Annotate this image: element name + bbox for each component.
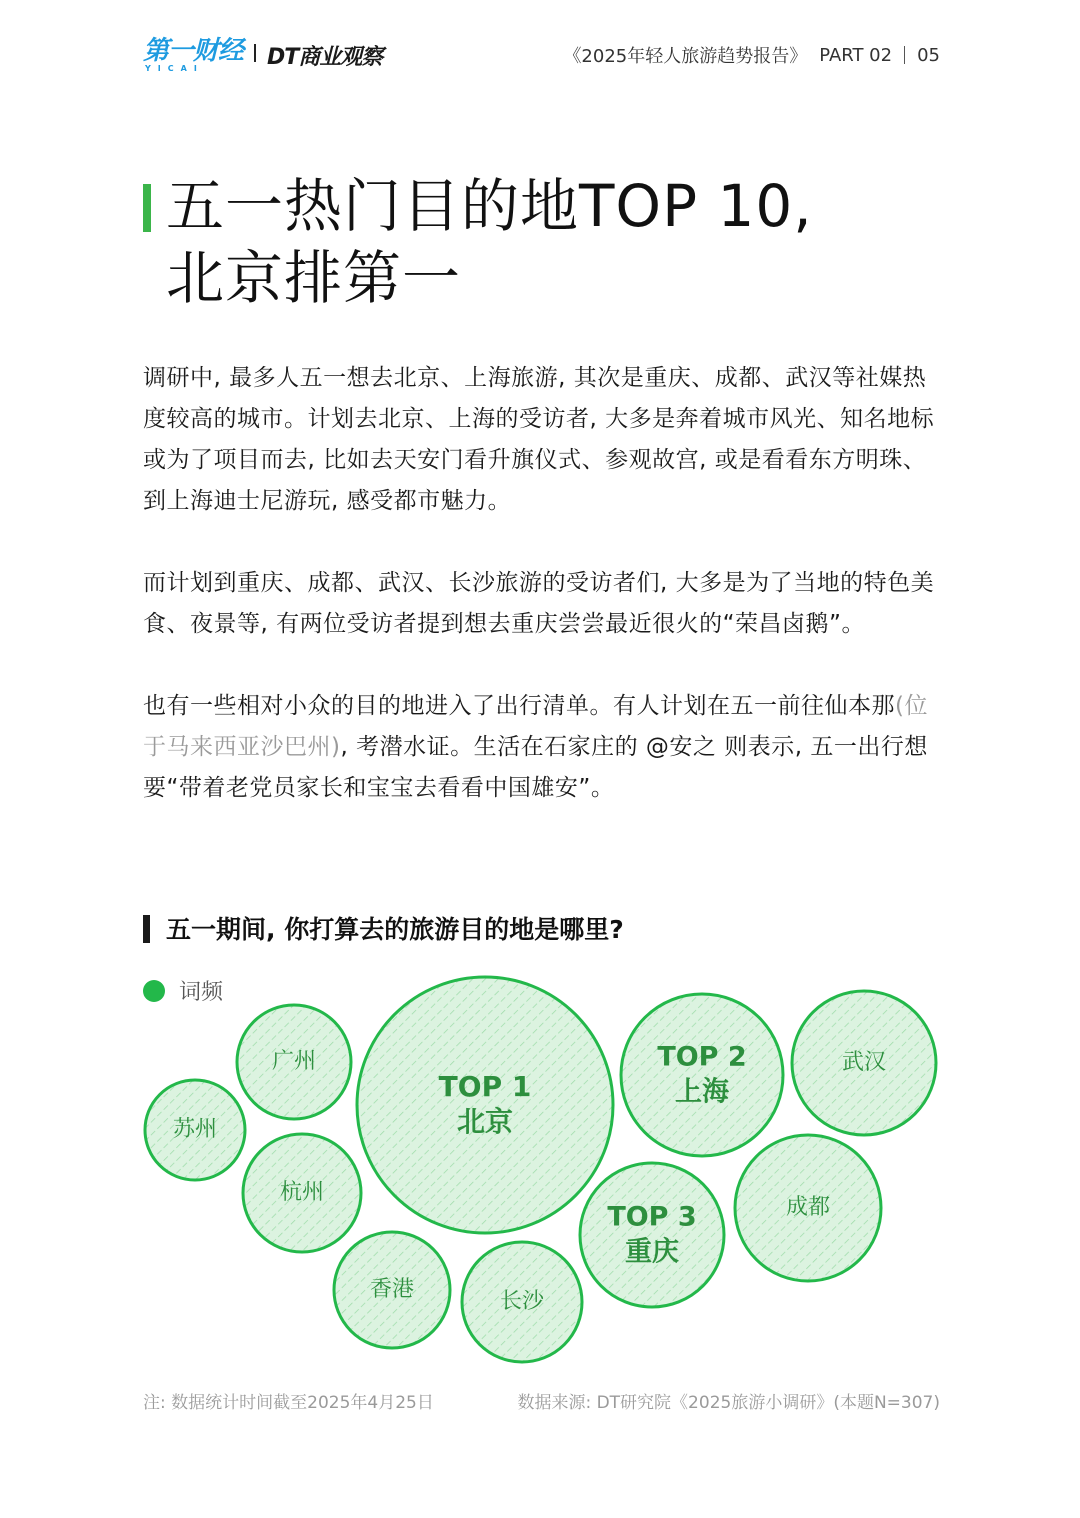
bubble-city-label: 武汉 — [841, 1050, 887, 1075]
paragraph-3-after: , 考潜水证。生活在石家庄的 @安之 则表示, 五一出行想要“带着老党员家长和宝宝去看看中国雄安”。 — [143, 734, 928, 801]
bubble-city-label: 长沙 — [499, 1289, 545, 1314]
paragraph-1: 调研中, 最多人五一想去北京、上海旅游, 其次是重庆、成都、武汉等社媒热度较高的城市。计划去北京、上海的受访者, 大多是奔着城市风光、知名地标或为了项目而去, 比如去天安门看升旗仪式、参观故宫, 或是看看东方明珠、到上海迪士尼游玩, 感受都市魅力。 — [143, 365, 935, 514]
bubble-city-label: 香港 — [369, 1277, 415, 1302]
yicai-logo-text: 第一财经 — [143, 36, 244, 66]
legend-label: 词频 — [179, 980, 224, 1005]
paragraph-2: 而计划到重庆、成都、武汉、长沙旅游的受访者们, 大多是为了当地的特色美食、夜景等, 有两位受访者提到想去重庆尝尝最近很火的“荣昌卤鹅”。 — [143, 570, 935, 637]
paragraph-3-before: 也有一些相对小众的目的地进入了出行清单。有人计划在五一前往仙本那 — [143, 693, 895, 719]
bubble-city-label: 苏州 — [172, 1117, 218, 1142]
footnote: 注: 数据统计时间截至2025年4月25日 — [143, 1393, 434, 1413]
bubble-9 — [334, 1232, 450, 1348]
bubble-4 — [792, 991, 936, 1135]
paragraph-3-aside: (位于马来西亚沙巴州) — [143, 693, 928, 760]
bubble-6 — [237, 1005, 351, 1119]
chart-title: 五一期间, 你打算去的旅游目的地是哪里? — [166, 915, 624, 944]
yicai-logo-en: YICAI — [145, 64, 204, 73]
bubble-city-label: 杭州 — [279, 1180, 325, 1205]
page-title-line1: 五一热门目的地TOP 10, — [166, 172, 813, 240]
bubble-rank-label: TOP 1 — [438, 1070, 532, 1103]
bubble-city-label: 北京 — [456, 1105, 514, 1138]
bubble-city-label: 广州 — [271, 1049, 317, 1074]
bubble-1 — [357, 977, 613, 1233]
bubble-circle — [621, 994, 783, 1156]
dt-logo: DT商业观察 — [267, 45, 383, 70]
part-label: PART 02 — [819, 44, 893, 66]
bubble-rank-label: TOP 3 — [607, 1201, 697, 1233]
bubble-rank-label: TOP 2 — [657, 1041, 747, 1073]
data-source: 数据来源: DT研究院《2025旅游小调研》(本题N=307) — [517, 1393, 940, 1413]
page-title-line2: 北京排第一 — [166, 244, 462, 312]
bubble-8 — [462, 1242, 582, 1362]
bubble-circle — [580, 1163, 724, 1307]
bubble-city-label: 重庆 — [625, 1236, 679, 1268]
bubble-city-label: 上海 — [675, 1076, 729, 1108]
page-number: 05 — [917, 44, 940, 66]
report-title: 《2025年轻人旅游趋势报告》 — [563, 46, 808, 67]
bubble-5 — [735, 1135, 881, 1281]
bubble-3 — [580, 1163, 724, 1307]
bubble-10 — [145, 1080, 245, 1180]
bubble-city-label: 成都 — [785, 1195, 831, 1220]
bubble-7 — [243, 1134, 361, 1252]
bubble-2 — [621, 994, 783, 1156]
